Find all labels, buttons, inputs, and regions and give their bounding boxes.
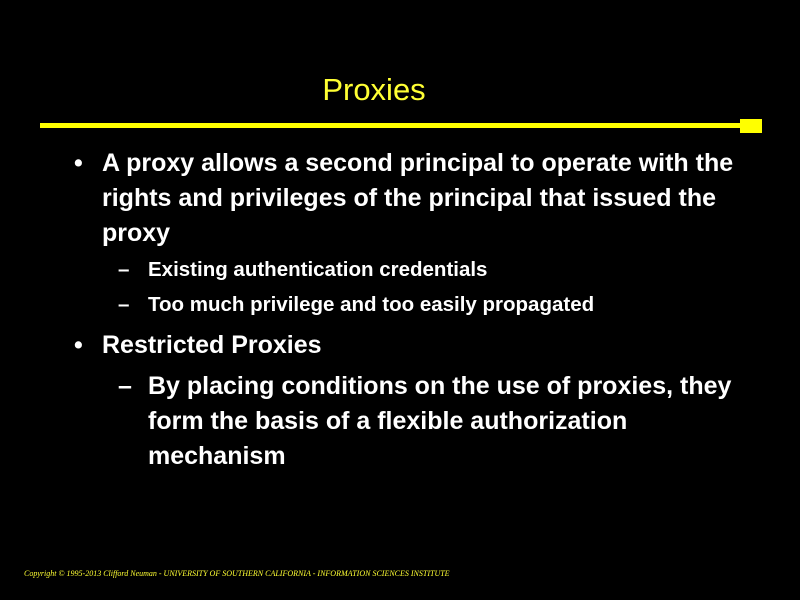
copyright-footer: Copyright © 1995-2013 Clifford Neuman - UNIVERSITY OF SOUTHERN CALIFORNIA - INFORMATION SCIENCES INSTITUTE [24, 569, 450, 578]
bullet-item [74, 146, 744, 251]
sub-bullet-item [118, 292, 744, 318]
bullet-mark: • [74, 149, 83, 177]
title-divider [40, 123, 742, 128]
sub-bullet-text: By placing conditions on the use of proxies, they form the basis of a flexible authorization mechanism [148, 372, 732, 470]
sub-bullet-text: Existing authentication credentials [148, 258, 488, 281]
dash-mark: – [118, 372, 132, 400]
sub-bullet-item [118, 369, 744, 474]
title-divider-end-block [740, 119, 762, 133]
slide-title: Proxies [322, 72, 426, 107]
dash-mark: – [118, 293, 130, 316]
bullet-text: Restricted Proxies [102, 331, 322, 359]
sub-bullet-text: Too much privilege and too easily propagated [148, 293, 595, 316]
sub-bullet-item [118, 257, 744, 283]
sub-bullet-list [74, 369, 744, 474]
dash-mark: – [118, 258, 130, 281]
bullet-list [74, 146, 744, 484]
bullet-mark: • [74, 331, 83, 359]
sub-bullet-list [74, 257, 744, 318]
bullet-text: A proxy allows a second principal to operate with the rights and privileges of the principal that issued the proxy [102, 149, 734, 247]
bullet-item [74, 328, 744, 363]
